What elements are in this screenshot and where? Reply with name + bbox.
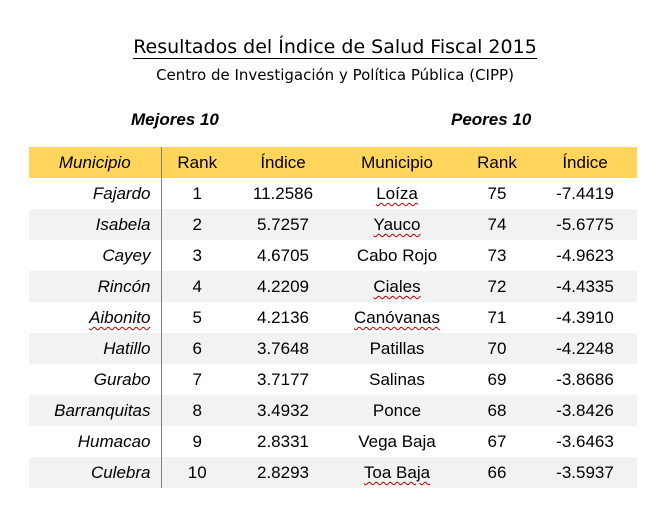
- table-row: [29, 426, 637, 457]
- best-rank-cell: [161, 209, 233, 240]
- header-indice-worst: Índice: [562, 153, 608, 172]
- best-municipio-cell: [29, 209, 161, 240]
- best-indice-cell-text: 3.4932: [257, 401, 309, 420]
- best-municipio-cell: [29, 364, 161, 395]
- worst-municipio-cell: [333, 302, 461, 333]
- best-indice-cell: [233, 395, 333, 426]
- worst-indice-cell: [533, 302, 637, 333]
- table-row: [29, 178, 637, 209]
- best-indice-cell: [233, 302, 333, 333]
- worst-rank-cell: [461, 364, 533, 395]
- worst-indice-cell-text: -3.8686: [556, 370, 614, 389]
- best-rank-cell-text: 4: [192, 277, 202, 296]
- worst-municipio-cell-text: Loíza: [376, 184, 418, 203]
- worst-indice-cell-text: -4.9623: [556, 246, 614, 265]
- worst-municipio-cell-text: Ponce: [372, 401, 422, 420]
- header-rank-best: Rank: [177, 153, 218, 172]
- best-municipio-cell: [29, 240, 161, 271]
- best-municipio-cell-text: Gurabo: [93, 370, 151, 389]
- worst-group-heading: Peores 10: [451, 110, 532, 129]
- best-indice-cell-text: 3.7648: [257, 339, 309, 358]
- worst-rank-cell-text: 68: [487, 401, 507, 420]
- worst-indice-cell: [533, 240, 637, 271]
- worst-municipio-cell: [333, 364, 461, 395]
- worst-municipio-cell-text: Patillas: [369, 339, 425, 358]
- table-row: [29, 364, 637, 395]
- best-municipio-cell-text: Isabela: [95, 215, 151, 234]
- worst-indice-cell: [533, 364, 637, 395]
- best-municipio-cell: [29, 395, 161, 426]
- worst-rank-cell-text: 75: [487, 184, 507, 203]
- best-municipio-cell-text: Hatillo: [103, 339, 151, 358]
- worst-municipio-cell: [333, 333, 461, 364]
- worst-indice-cell-text: -3.6463: [556, 432, 614, 451]
- worst-indice-cell-text: -4.3910: [556, 308, 614, 327]
- worst-indice-cell: [533, 426, 637, 457]
- worst-rank-cell-text: 67: [487, 432, 507, 451]
- best-indice-cell-text: 2.8331: [257, 432, 309, 451]
- document-subtitle: Centro de Investigación y Política Pública (CIPP): [156, 66, 514, 84]
- worst-municipio-cell-text: Salinas: [369, 370, 425, 389]
- worst-municipio-cell: [333, 178, 461, 209]
- worst-municipio-cell-text: Yauco: [373, 215, 421, 234]
- best-indice-cell-text: 4.2136: [257, 308, 309, 327]
- table-body: [29, 178, 637, 488]
- table-row: [29, 240, 637, 271]
- best-municipio-cell: [29, 302, 161, 333]
- best-rank-cell-text: 9: [192, 432, 202, 451]
- worst-indice-cell-text: -3.8426: [556, 401, 614, 420]
- table-header: [29, 147, 637, 178]
- best-municipio-cell: [29, 333, 161, 364]
- worst-rank-cell: [461, 302, 533, 333]
- worst-rank-cell: [461, 426, 533, 457]
- best-indice-cell: [233, 426, 333, 457]
- header-indice-best: Índice: [260, 153, 306, 172]
- table-row: [29, 302, 637, 333]
- best-indice-cell-text: 11.2586: [252, 184, 314, 203]
- header-rank-worst: Rank: [477, 153, 517, 172]
- worst-rank-cell: [461, 271, 533, 302]
- worst-municipio-cell: [333, 426, 461, 457]
- best-municipio-cell-text: Cayey: [102, 246, 151, 265]
- worst-rank-cell-text: 74: [487, 215, 507, 234]
- worst-rank-cell-text: 69: [487, 370, 507, 389]
- best-indice-cell-text: 4.6705: [257, 246, 309, 265]
- table-row: [29, 395, 637, 426]
- worst-rank-cell-text: 71: [487, 308, 507, 327]
- worst-rank-cell: [461, 457, 533, 488]
- worst-indice-cell: [533, 209, 637, 240]
- worst-municipio-cell: [333, 271, 461, 302]
- worst-rank-cell-text: 72: [487, 277, 507, 296]
- worst-rank-cell-text: 66: [487, 463, 507, 482]
- worst-rank-cell: [461, 333, 533, 364]
- worst-indice-cell-text: -4.2248: [556, 339, 614, 358]
- best-rank-cell-text: 5: [192, 308, 202, 327]
- worst-indice-cell: [533, 395, 637, 426]
- best-indice-cell: [233, 364, 333, 395]
- document-title: [0, 34, 670, 60]
- best-rank-cell-text: 1: [192, 184, 202, 203]
- best-indice-cell: [233, 178, 333, 209]
- best-rank-cell: [161, 271, 233, 302]
- best-rank-cell: [161, 178, 233, 209]
- best-indice-cell: [233, 209, 333, 240]
- worst-indice-cell-text: -4.4335: [556, 277, 614, 296]
- header-municipio-worst: Municipio: [361, 153, 433, 172]
- best-rank-cell: [161, 240, 233, 271]
- worst-indice-cell-text: -7.4419: [556, 184, 614, 203]
- best-rank-cell-text: 3: [192, 246, 202, 265]
- worst-indice-cell: [533, 333, 637, 364]
- worst-municipio-cell-text: Toa Baja: [363, 463, 431, 482]
- best-rank-cell: [161, 395, 233, 426]
- document-title-text: Resultados del Índice de Salud Fiscal 2015: [133, 36, 537, 58]
- table-row: [29, 333, 637, 364]
- worst-rank-cell-text: 73: [487, 246, 507, 265]
- worst-rank-cell: [461, 240, 533, 271]
- worst-municipio-cell-text: Canóvanas: [353, 308, 440, 327]
- worst-rank-cell: [461, 209, 533, 240]
- best-indice-cell-text: 2.8293: [257, 463, 309, 482]
- best-indice-cell: [233, 333, 333, 364]
- best-rank-cell: [161, 302, 233, 333]
- best-municipio-cell-text: Culebra: [90, 463, 151, 482]
- best-group-heading: Mejores 10: [131, 110, 219, 129]
- best-indice-cell: [233, 271, 333, 302]
- best-indice-cell-text: 5.7257: [257, 215, 309, 234]
- best-municipio-cell: [29, 271, 161, 302]
- best-municipio-cell: [29, 426, 161, 457]
- header-municipio-best: Municipio: [29, 147, 161, 178]
- best-municipio-cell-text: Fajardo: [92, 184, 151, 203]
- worst-municipio-cell-text: Vega Baja: [358, 432, 436, 451]
- fiscal-health-table: [29, 147, 637, 488]
- best-rank-cell-text: 6: [192, 339, 202, 358]
- best-municipio-cell-text: Barranquitas: [54, 401, 151, 420]
- best-municipio-cell-text: Rincón: [97, 277, 151, 296]
- table-row: [29, 209, 637, 240]
- best-rank-cell-text: 8: [192, 401, 202, 420]
- best-indice-cell: [233, 457, 333, 488]
- best-rank-cell: [161, 364, 233, 395]
- best-municipio-cell: [29, 178, 161, 209]
- best-indice-cell: [233, 240, 333, 271]
- worst-indice-cell: [533, 457, 637, 488]
- best-rank-cell-text: 2: [192, 215, 202, 234]
- best-rank-cell-text: 7: [192, 370, 202, 389]
- worst-municipio-cell: [333, 209, 461, 240]
- worst-indice-cell: [533, 178, 637, 209]
- worst-indice-cell-text: -5.6775: [556, 215, 614, 234]
- worst-indice-cell: [533, 271, 637, 302]
- best-municipio-cell-text: Humacao: [77, 432, 151, 451]
- worst-rank-cell: [461, 178, 533, 209]
- worst-municipio-cell: [333, 395, 461, 426]
- best-rank-cell-text: 10: [187, 463, 207, 482]
- header-row: [29, 147, 637, 178]
- worst-rank-cell-text: 70: [487, 339, 507, 358]
- worst-indice-cell-text: -3.5937: [556, 463, 614, 482]
- best-municipio-cell-text: Aibonito: [89, 308, 151, 327]
- worst-municipio-cell: [333, 457, 461, 488]
- best-rank-cell: [161, 426, 233, 457]
- best-rank-cell: [161, 457, 233, 488]
- worst-rank-cell: [461, 395, 533, 426]
- table-row: [29, 271, 637, 302]
- worst-municipio-cell-text: Cabo Rojo: [356, 246, 438, 265]
- best-municipio-cell: [29, 457, 161, 488]
- best-indice-cell-text: 4.2209: [257, 277, 309, 296]
- table-row: [29, 457, 637, 488]
- best-rank-cell: [161, 333, 233, 364]
- worst-municipio-cell: [333, 240, 461, 271]
- best-indice-cell-text: 3.7177: [257, 370, 309, 389]
- worst-municipio-cell-text: Ciales: [373, 277, 421, 296]
